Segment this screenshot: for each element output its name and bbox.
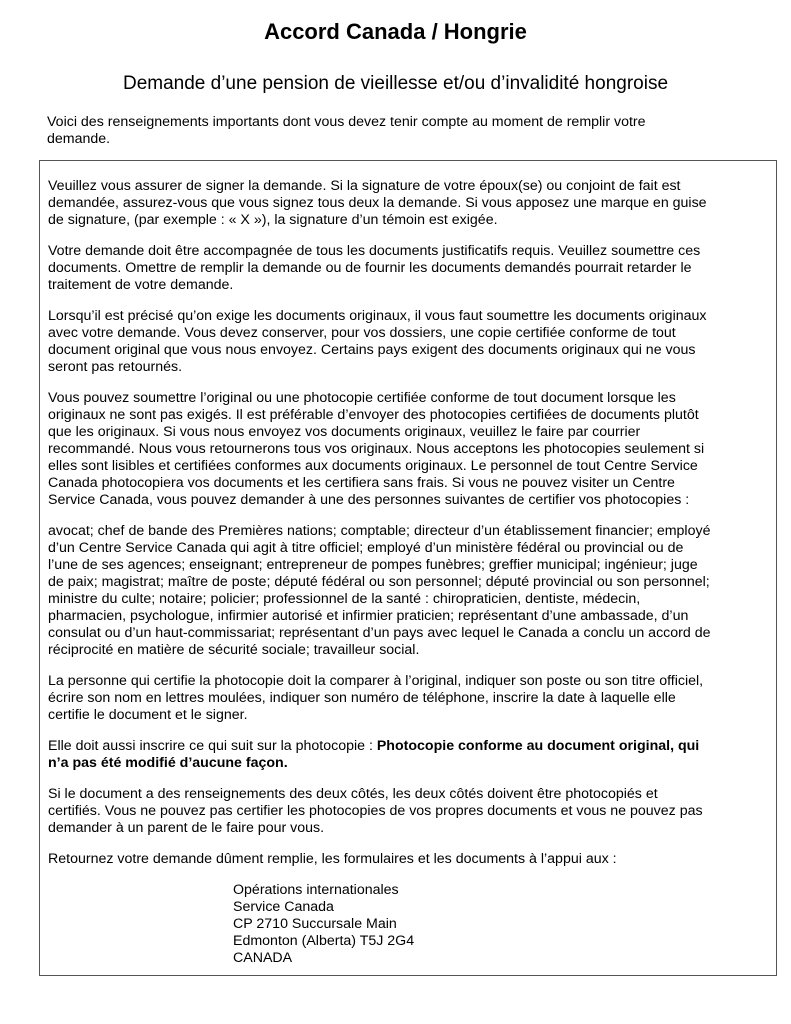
- mailing-address: [233, 882, 773, 967]
- text-line: demandée, assurez-vous que vous signez tous deux la demande. Si vous apposez une marque en guise: [48, 195, 707, 211]
- text-line: Lorsqu’il est précisé qu’on exige les documents originaux, il vous faut soumettre les documents originaux: [48, 308, 707, 324]
- text-line: l’une de ses agences; enseignant; entrepreneur de pompes funèbres; greffier municipal; ingénieur; juge: [48, 557, 698, 573]
- paragraph: [48, 390, 773, 509]
- text-line: seront pas retournés.: [48, 359, 183, 375]
- text-line: avocat; chef de bande des Premières nations; comptable; directeur d’un établissement financier; employé: [48, 523, 711, 539]
- text-line: écrire son nom en lettres moulées, indiquer son numéro de téléphone, inscrire la date à laquelle elle: [48, 690, 676, 706]
- text-line: d’un Centre Service Canada qui agit à titre officiel; employé d’un ministère fédéral ou provincial ou de: [48, 540, 684, 556]
- paragraph: [48, 673, 773, 724]
- text-line: recommandé. Nous vous retournerons tous vos originaux. Nous acceptons les photocopies seulement si: [48, 441, 705, 457]
- text-line: Vous pouvez soumettre l’original ou une photocopie certifiée conforme de tout document lorsque les: [48, 390, 676, 406]
- paragraph: [48, 178, 773, 229]
- text-line: Voici des renseignements importants dont vous devez tenir compte au moment de remplir votre: [47, 114, 646, 130]
- text-line: que les originaux. Si vous nous envoyez vos documents originaux, veuillez le faire par courrier: [48, 424, 641, 440]
- text-line: Service Canada: [233, 899, 334, 915]
- text-line: pharmacien, psychologue, infirmier autorisé et infirmier praticien; représentant d’une ambassade, d’un: [48, 608, 689, 624]
- text-line: certifiés. Vous ne pouvez pas certifier les photocopies de vos propres documents et vous ne pouvez pas: [48, 803, 703, 819]
- text-line: de signature, (par exemple : « X »), la signature d’un témoin est exigée.: [48, 212, 498, 228]
- text-line: ministre du culte; notaire; policier; professionnel de la santé : chiropraticien, dentiste, médecin,: [48, 591, 641, 607]
- text-line: demander à un parent de le faire pour vous.: [48, 820, 325, 836]
- intro-text: [47, 114, 767, 148]
- page-title: Accord Canada / Hongrie: [264, 19, 527, 44]
- text-line: Veuillez vous assurer de signer la demande. Si la signature de votre époux(se) ou conjoint de fait est: [48, 178, 681, 194]
- paragraph: [48, 523, 773, 659]
- paragraph: [48, 851, 773, 868]
- paragraph: [48, 308, 773, 376]
- text-line: de paix; magistrat; maître de poste; député fédéral ou son personnel; député provincial ou son personnel;: [48, 574, 710, 590]
- text-line: La personne qui certifie la photocopie doit la comparer à l’original, indiquer son poste ou son titre officiel,: [48, 673, 704, 689]
- instructions-box: [39, 160, 777, 976]
- statement-bold-1: Photocopie conforme au document original, qui: [376, 738, 700, 754]
- instructions-content: [48, 178, 773, 967]
- text-line: réciprocité en matière de sécurité sociale; travailleur social.: [48, 642, 420, 658]
- text-line: elles sont lisibles et certifiées conformes aux documents originaux. Le personnel de tout Centre Service: [48, 458, 698, 474]
- text-line: certifie le document et le signer.: [48, 707, 248, 723]
- text-line: Canada photocopiera vos documents et les certifiera sans frais. Si vous ne pouvez visiter un Centre: [48, 475, 675, 491]
- text-line: CANADA: [233, 950, 293, 966]
- text-line: avec votre demande. Vous devez conserver, pour vos dossiers, une copie certifiée conforme de tout: [48, 325, 676, 341]
- text-line: Edmonton (Alberta) T5J 2G4: [233, 933, 415, 949]
- text-line: traitement de votre demande.: [48, 277, 234, 293]
- statement-prefix: Elle doit aussi inscrire ce qui suit sur la photocopie :: [48, 738, 377, 754]
- statement-bold-2: n’a pas été modifié d’aucune façon.: [48, 755, 288, 771]
- text-line: Retournez votre demande dûment remplie, les formulaires et les documents à l’appui aux :: [48, 851, 617, 867]
- text-line: Opérations internationales: [233, 882, 399, 898]
- text-line: documents. Omettre de remplir la demande ou de fournir les documents demandés pourrait retarder le: [48, 260, 692, 276]
- text-line: document original que vous nous envoyez. Certains pays exigent des documents originaux qui ne vous: [48, 342, 696, 358]
- text-line: Service Canada, vous pouvez demander à une des personnes suivantes de certifier vos photocopies :: [48, 492, 690, 508]
- paragraph: [48, 786, 773, 837]
- text-line: CP 2710 Succursale Main: [233, 916, 397, 932]
- text-line: originaux ne sont pas exigés. Il est préférable d’envoyer des photocopies certifiées de documents plutôt: [48, 407, 699, 423]
- text-line: consulat ou d’un haut-commissariat; représentant d’un pays avec lequel le Canada a conclu un accord de: [48, 625, 711, 641]
- text-line: Votre demande doit être accompagnée de tous les documents justificatifs requis. Veuillez soumettre ces: [48, 243, 701, 259]
- text-line: demande.: [47, 131, 111, 147]
- page-subtitle: Demande d’une pension de vieillesse et/ou d’invalidité hongroise: [122, 73, 669, 94]
- text-line: Si le document a des renseignements des deux côtés, les deux côtés doivent être photocopiés et: [48, 786, 658, 802]
- paragraph: [48, 243, 773, 294]
- certification-statement: [48, 738, 773, 772]
